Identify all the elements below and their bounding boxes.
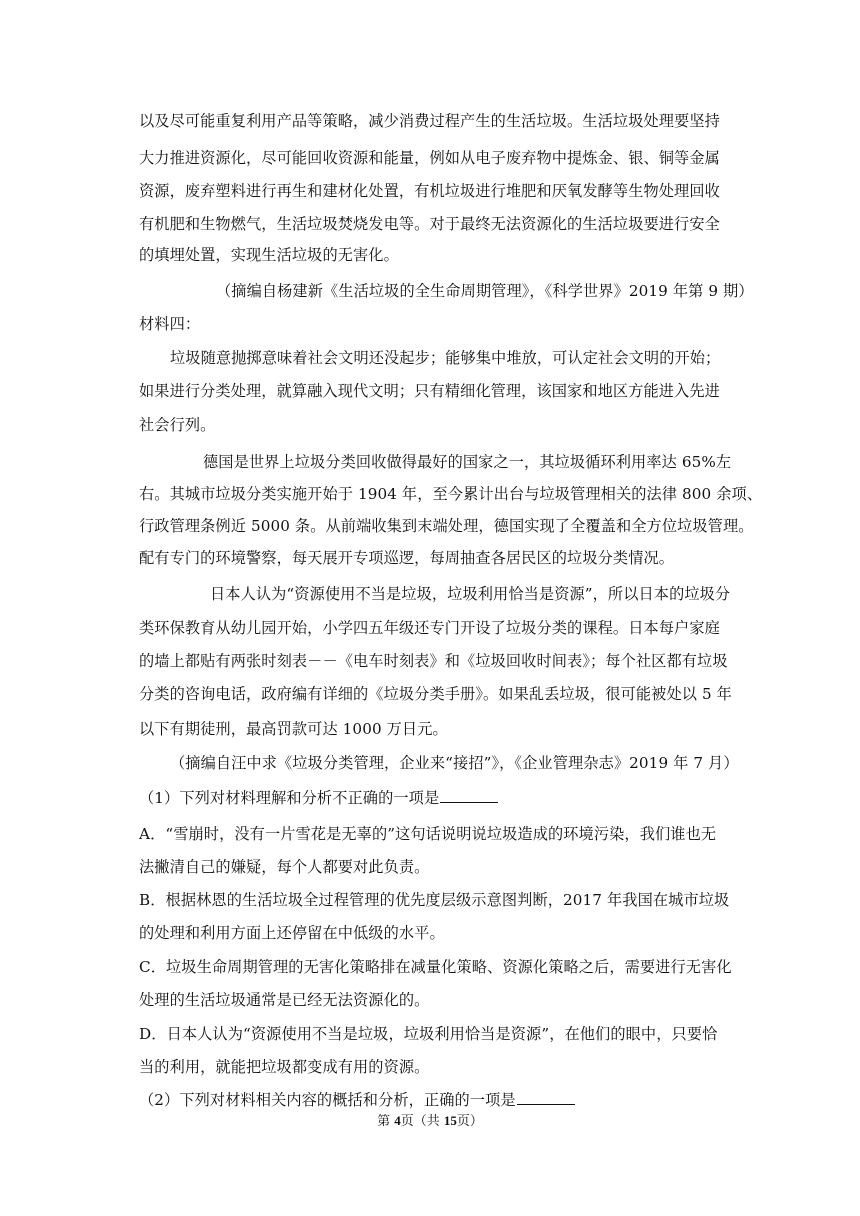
page-total: 15 bbox=[443, 1113, 457, 1128]
page-footer bbox=[0, 1112, 860, 1131]
question-stem-text: （1）下列对材料理解和分析不正确的一项是 bbox=[139, 789, 440, 807]
text-line: 分类的咨询电话，政府编有详细的《垃圾分类手册》。如果乱丢垃圾，很可能被处以 5 年 bbox=[139, 685, 732, 703]
text-line: 的填埋处置，实现生活垃圾的无害化。 bbox=[139, 246, 399, 264]
option-a-line1: A．“雪崩时，没有一片雪花是无辜的”这句话说明说垃圾造成的环境污染，我们谁也无 bbox=[139, 825, 717, 843]
text-line: 有机肥和生物燃气，生活垃圾焚烧发电等。对于最终无法资源化的生活垃圾要进行安全 bbox=[139, 215, 720, 233]
option-d-line1: D．日本人认为“资源使用不当是垃圾，垃圾利用恰当是资源”，在他们的眼中，只要恰 bbox=[139, 1025, 718, 1043]
text-line: 大力推进资源化，尽可能回收资源和能量，例如从电子废弃物中提炼金、银、铜等金属 bbox=[139, 149, 720, 167]
footer-prefix: 第 bbox=[377, 1114, 395, 1129]
text-line: 日本人认为“资源使用不当是垃圾，垃圾利用恰当是资源”，所以日本的垃圾分 bbox=[210, 585, 731, 603]
text-line: 社会行列。 bbox=[139, 416, 216, 434]
answer-blank bbox=[517, 1090, 575, 1105]
text-line: 的墙上都贴有两张时刻表－－《电车时刻表》和《垃圾回收时间表》；每个社区都有垃圾 bbox=[139, 652, 728, 670]
text-line: 垃圾随意抛掷意味着社会文明还没起步；能够集中堆放，可认定社会文明的开始； bbox=[170, 349, 721, 367]
source-citation: （摘编自杨建新《生活垃圾的全生命周期管理》，《科学世界》2019 年第 9 期） bbox=[216, 282, 754, 300]
text-line: 右。其城市垃圾分类实施开始于 1904 年，至今累计出台与垃圾管理相关的法律 800 余项、 bbox=[139, 485, 763, 503]
text-line: 行政管理条例近 5000 条。从前端收集到末端处理，德国实现了全覆盖和全方位垃圾管理。 bbox=[139, 517, 754, 535]
question-stem bbox=[139, 788, 739, 808]
footer-suffix: 页） bbox=[456, 1114, 483, 1129]
option-c-line1: C．垃圾生命周期管理的无害化策略排在减量化策略、资源化策略之后，需要进行无害化 bbox=[139, 958, 732, 976]
text-line: 以及尽可能重复利用产品等策略，减少消费过程产生的生活垃圾。生活垃圾处理要坚持 bbox=[139, 112, 720, 130]
option-d-line2: 当的利用，就能把垃圾都变成有用的资源。 bbox=[139, 1058, 430, 1076]
page-number: 4 bbox=[394, 1113, 401, 1128]
question-stem-text: （2）下列对材料相关内容的概括和分析，正确的一项是 bbox=[139, 1091, 516, 1109]
option-b-line1: B．根据林恩的生活垃圾全过程管理的优先度层级示意图判断，2017 年我国在城市垃圾 bbox=[139, 891, 730, 909]
option-b-line2: 的处理和利用方面上还停留在中低级的水平。 bbox=[139, 924, 445, 942]
footer-middle: 页（共 bbox=[400, 1114, 444, 1129]
text-line: 德国是世界上垃圾分类回收做得最好的国家之一，其垃圾循环利用率达 65%左 bbox=[203, 453, 732, 471]
option-c-line2: 处理的生活垃圾通常是已经无法资源化的。 bbox=[139, 991, 430, 1009]
answer-blank bbox=[440, 788, 498, 803]
source-citation: （摘编自汪中求《垃圾分类管理，企业来“接招”》，《企业管理杂志》2019 年 7 月） bbox=[170, 754, 739, 772]
text-line: 如果进行分类处理，就算融入现代文明；只有精细化管理，该国家和地区方能进入先进 bbox=[139, 382, 720, 400]
option-a-line2: 法撇清自己的嫌疑，每个人都要对此负责。 bbox=[139, 858, 430, 876]
text-line: 配有专门的环境警察，每天展开专项巡逻，每周抽查各居民区的垃圾分类情况。 bbox=[139, 549, 675, 567]
text-line: 以下有期徒刑，最高罚款可达 1000 万日元。 bbox=[139, 720, 448, 738]
question-stem bbox=[139, 1090, 739, 1110]
section-heading: 材料四： bbox=[139, 315, 201, 333]
text-line: 类环保教育从幼儿园开始，小学四五年级还专门开设了垃圾分类的课程。日本每户家庭 bbox=[139, 619, 720, 637]
text-line: 资源，废弃塑料进行再生和建材化处置，有机垃圾进行堆肥和厌氧发酵等生物处理回收 bbox=[139, 182, 720, 200]
